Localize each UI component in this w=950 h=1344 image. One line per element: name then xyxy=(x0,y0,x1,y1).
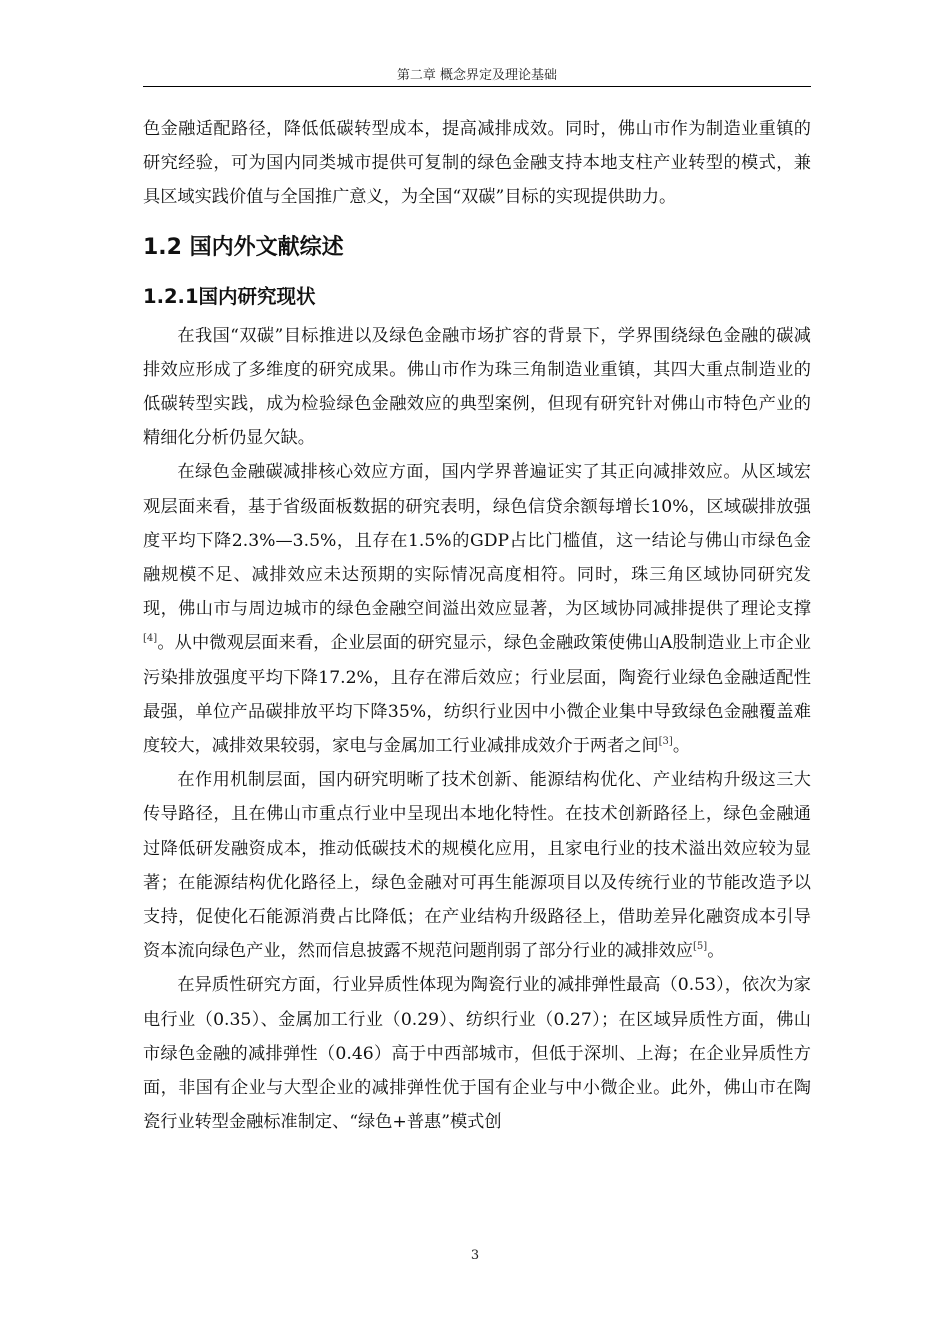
citation: [4] xyxy=(143,633,158,645)
section-heading: 1.2 国内外文献综述 xyxy=(143,234,344,260)
paragraph-text: 在绿色金融碳减排核心效应方面，国内学界普遍证实了其正向减排效应。从区域宏观层面来看，基于省级面板数据的研究表明，绿色信贷余额每增长10%，区域碳排放强度平均下降2.3%—3.5%，且存在1.5%的GDP占比门槛值，这一结论与佛山市绿色金融规模不足、减排效应未达预期的实际情况高度相符。同时，珠三角区域协同研究发现，佛山市与周边城市的绿色金融空间溢出效应显著，为区域协同减排提供了理论支撑 xyxy=(143,462,811,620)
running-header: 第二章 概念界定及理论基础 xyxy=(396,68,558,83)
page-number: 3 xyxy=(470,1248,480,1263)
paragraph-mechanism xyxy=(143,763,811,968)
paragraph-text: 。从中微观层面来看，企业层面的研究显示，绿色金融政策使佛山A股制造业上市企业污染排放强度平均下降17.2%，且存在滞后效应；行业层面，陶瓷行业绿色金融适配性最强，单位产品碳排放平均下降35%，纺织行业因中小微企业集中导致绿色金融覆盖难度较大，减排效果较弱，家电与金属加工行业减排成效介于两者之间 xyxy=(143,633,811,757)
paragraph-core-effect xyxy=(143,455,811,763)
paragraph-heterogeneity: 在异质性研究方面，行业异质性体现为陶瓷行业的减排弹性最高（0.53），依次为家电行业（0.35）、金属加工行业（0.29）、纺织行业（0.27）；在区域异质性方面，佛山市绿色金融的减排弹性（0.46）高于中西部城市，但低于深圳、上海；在企业异质性方面，非国有企业与大型企业的减排弹性优于国有企业与中小微企业。此外，佛山市在陶瓷行业转型金融标准制定、“绿色+普惠”模式创 xyxy=(143,975,811,1133)
page-body xyxy=(143,112,811,1139)
subsection-heading: 1.2.1国内研究现状 xyxy=(143,284,316,308)
paragraph-text: 。 xyxy=(707,941,725,962)
paragraph-intro: 在我国“双碳”目标推进以及绿色金融市场扩容的背景下，学界围绕绿色金融的碳减排效应形成了多维度的研究成果。佛山市作为珠三角制造业重镇，其四大重点制造业的低碳转型实践，成为检验绿色金融效应的典型案例，但现有研究针对佛山市特色产业的精细化分析仍显欠缺。 xyxy=(143,325,811,449)
citation: [3] xyxy=(658,736,673,748)
paragraph-text: 。 xyxy=(672,736,691,757)
paragraph-continued: 色金融适配路径，降低低碳转型成本，提高减排成效。同时，佛山市作为制造业重镇的研究经验，可为国内同类城市提供可复制的绿色金融支持本地支柱产业转型的模式，兼具区域实践价值与全国推广意义，为全国“双碳”目标的实现提供助力。 xyxy=(143,119,811,208)
header-rule xyxy=(143,86,811,87)
paragraph-text: 在作用机制层面，国内研究明晰了技术创新、能源结构优化、产业结构升级这三大传导路径，且在佛山市重点行业中呈现出本地化特性。在技术创新路径上，绿色金融通过降低研发融资成本，推动低碳技术的规模化应用，且家电行业的技术溢出效应较为显著；在能源结构优化路径上，绿色金融对可再生能源项目以及传统行业的节能改造予以支持，促使化石能源消费占比降低；在产业结构升级路径上，借助差异化融资成本引导资本流向绿色产业，然而信息披露不规范问题削弱了部分行业的减排效应 xyxy=(143,770,811,962)
citation: [5] xyxy=(693,941,708,953)
